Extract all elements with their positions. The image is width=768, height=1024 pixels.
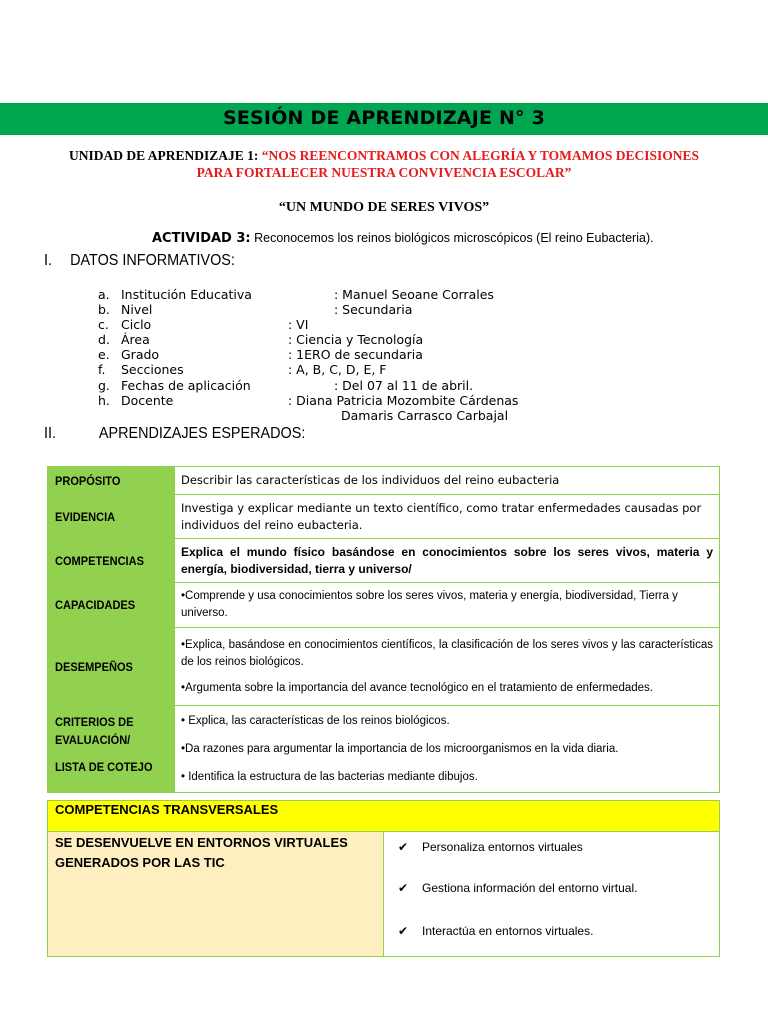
table-row bbox=[48, 832, 720, 957]
row-label: EVIDENCIA bbox=[48, 495, 175, 539]
row-label: COMPETENCIAS bbox=[48, 539, 175, 583]
table-row bbox=[48, 495, 720, 539]
list-item bbox=[398, 881, 637, 895]
criterio-item: • Explica, las características de los reinos biológicos. bbox=[181, 714, 450, 727]
section-title: APRENDIZAJES ESPERADOS: bbox=[98, 425, 306, 442]
item-letter: h. bbox=[98, 392, 110, 408]
evidencia-text: Investiga y explicar mediante un texto científico, como tratar enfermedades causadas por individuos del reino eubacteria. bbox=[175, 495, 720, 539]
item-key: Ciclo bbox=[121, 317, 152, 333]
section-number: II. bbox=[44, 425, 57, 442]
activity-label: ACTIVIDAD 3: bbox=[152, 231, 251, 246]
competencias-text: Explica el mundo físico basándose en conocimientos sobre los seres vivos, materia y energía, biodiversidad, tierra y universo/ bbox=[175, 539, 720, 583]
unit-label: UNIDAD DE APRENDIZAJE 1: bbox=[68, 148, 262, 163]
desempeno-item: •Explica, basándose en conocimientos científicos, la clasificación de los seres vivos y las características de los reinos biológicos. bbox=[181, 638, 713, 668]
item-value: : Manuel Seoane Corrales bbox=[334, 287, 494, 302]
item-letter: a. bbox=[98, 287, 110, 302]
criterio-item: • Identifica la estructura de las bacterias mediante dibujos. bbox=[181, 770, 478, 783]
section-heading-datos bbox=[44, 252, 235, 270]
item-letter: g. bbox=[98, 377, 110, 393]
item-value: : A, B, C, D, E, F bbox=[288, 362, 387, 378]
item-key: Secciones bbox=[121, 362, 184, 378]
page-title: SESIÓN DE APRENDIZAJE N° 3 bbox=[222, 107, 545, 129]
item-text: Personaliza entornos virtuales bbox=[422, 840, 583, 854]
item-key: Grado bbox=[121, 347, 160, 363]
item-text: Interactúa en entornos virtuales. bbox=[422, 924, 594, 938]
section-heading-aprendizajes bbox=[44, 425, 305, 443]
proposito-text: Describir las características de los individuos del reino eubacteria bbox=[175, 467, 720, 495]
row-label: DESEMPEÑOS bbox=[48, 628, 175, 706]
activity-text: Reconocemos los reinos biológicos microscópicos (El reino Eubacteria). bbox=[250, 231, 654, 245]
item-value: : 1ERO de secundaria bbox=[288, 347, 423, 363]
table-row bbox=[48, 801, 720, 832]
item-text: Gestiona información del entorno virtual. bbox=[422, 881, 638, 895]
item-value: : Secundaria bbox=[334, 302, 413, 318]
learning-table bbox=[47, 466, 720, 793]
check-icon: ✔ bbox=[398, 840, 409, 854]
list-item bbox=[398, 924, 593, 938]
unit-name: “NOS REENCONTRAMOS CON ALEGRÍA Y TOMAMOS DECISIONES PARA FORTALECER NUESTRA CONVIVENCIA ESCOLAR” bbox=[196, 148, 700, 180]
transversal-table bbox=[47, 800, 720, 957]
item-key: Docente bbox=[121, 392, 174, 408]
row-label: CAPACIDADES bbox=[48, 583, 175, 628]
desempeno-item: •Argumenta sobre la importancia del avance tecnológico en el tratamiento de enfermedades. bbox=[181, 681, 653, 694]
section-title: DATOS INFORMATIVOS: bbox=[70, 252, 235, 269]
item-value: : Diana Patricia Mozombite Cárdenas bbox=[288, 392, 519, 408]
item-value: : Ciencia y Tecnología bbox=[288, 332, 424, 348]
table-row bbox=[48, 628, 720, 706]
criterios-cell bbox=[175, 706, 720, 793]
transversal-header: COMPETENCIAS TRANSVERSALES bbox=[48, 801, 720, 832]
list-item bbox=[398, 840, 583, 854]
criterio-item: •Da razones para argumentar la importancia de los microorganismos en la vida diaria. bbox=[181, 742, 619, 755]
capacidades-text: •Comprende y usa conocimientos sobre los seres vivos, materia y energía, biodiversidad, Tierra y universo. bbox=[175, 583, 720, 628]
item-value: Damaris Carrasco Carbajal bbox=[341, 407, 509, 423]
table-row bbox=[48, 583, 720, 628]
item-letter: c. bbox=[98, 317, 109, 333]
item-key: Institución Educativa bbox=[121, 287, 252, 302]
item-value: : Del 07 al 11 de abril. bbox=[334, 377, 474, 393]
table-row bbox=[48, 539, 720, 583]
item-key: Fechas de aplicación bbox=[121, 377, 251, 393]
row-label: CRITERIOS DE EVALUACIÓN/ LISTA DE COTEJO bbox=[48, 706, 175, 793]
check-icon: ✔ bbox=[398, 924, 409, 938]
table-row bbox=[48, 706, 720, 793]
activity-line bbox=[152, 231, 654, 246]
transversal-items bbox=[384, 832, 720, 957]
check-icon: ✔ bbox=[398, 881, 409, 895]
item-letter: d. bbox=[98, 332, 110, 348]
unit-heading bbox=[60, 147, 708, 181]
item-key: Área bbox=[121, 332, 150, 348]
item-letter: f. bbox=[98, 362, 106, 378]
item-key: Nivel bbox=[121, 302, 153, 318]
row-label: PROPÓSITO bbox=[48, 467, 175, 495]
item-value: : VI bbox=[288, 317, 309, 333]
table-row bbox=[48, 467, 720, 495]
section-number: I. bbox=[44, 252, 53, 269]
transversal-competence: SE DESENVUELVE EN ENTORNOS VIRTUALES GENERADOS POR LAS TIC bbox=[48, 832, 384, 957]
desempenos-cell bbox=[175, 628, 720, 706]
item-letter: e. bbox=[98, 347, 110, 363]
session-subtitle: “UN MUNDO DE SERES VIVOS” bbox=[278, 200, 490, 215]
item-letter: b. bbox=[98, 302, 110, 318]
